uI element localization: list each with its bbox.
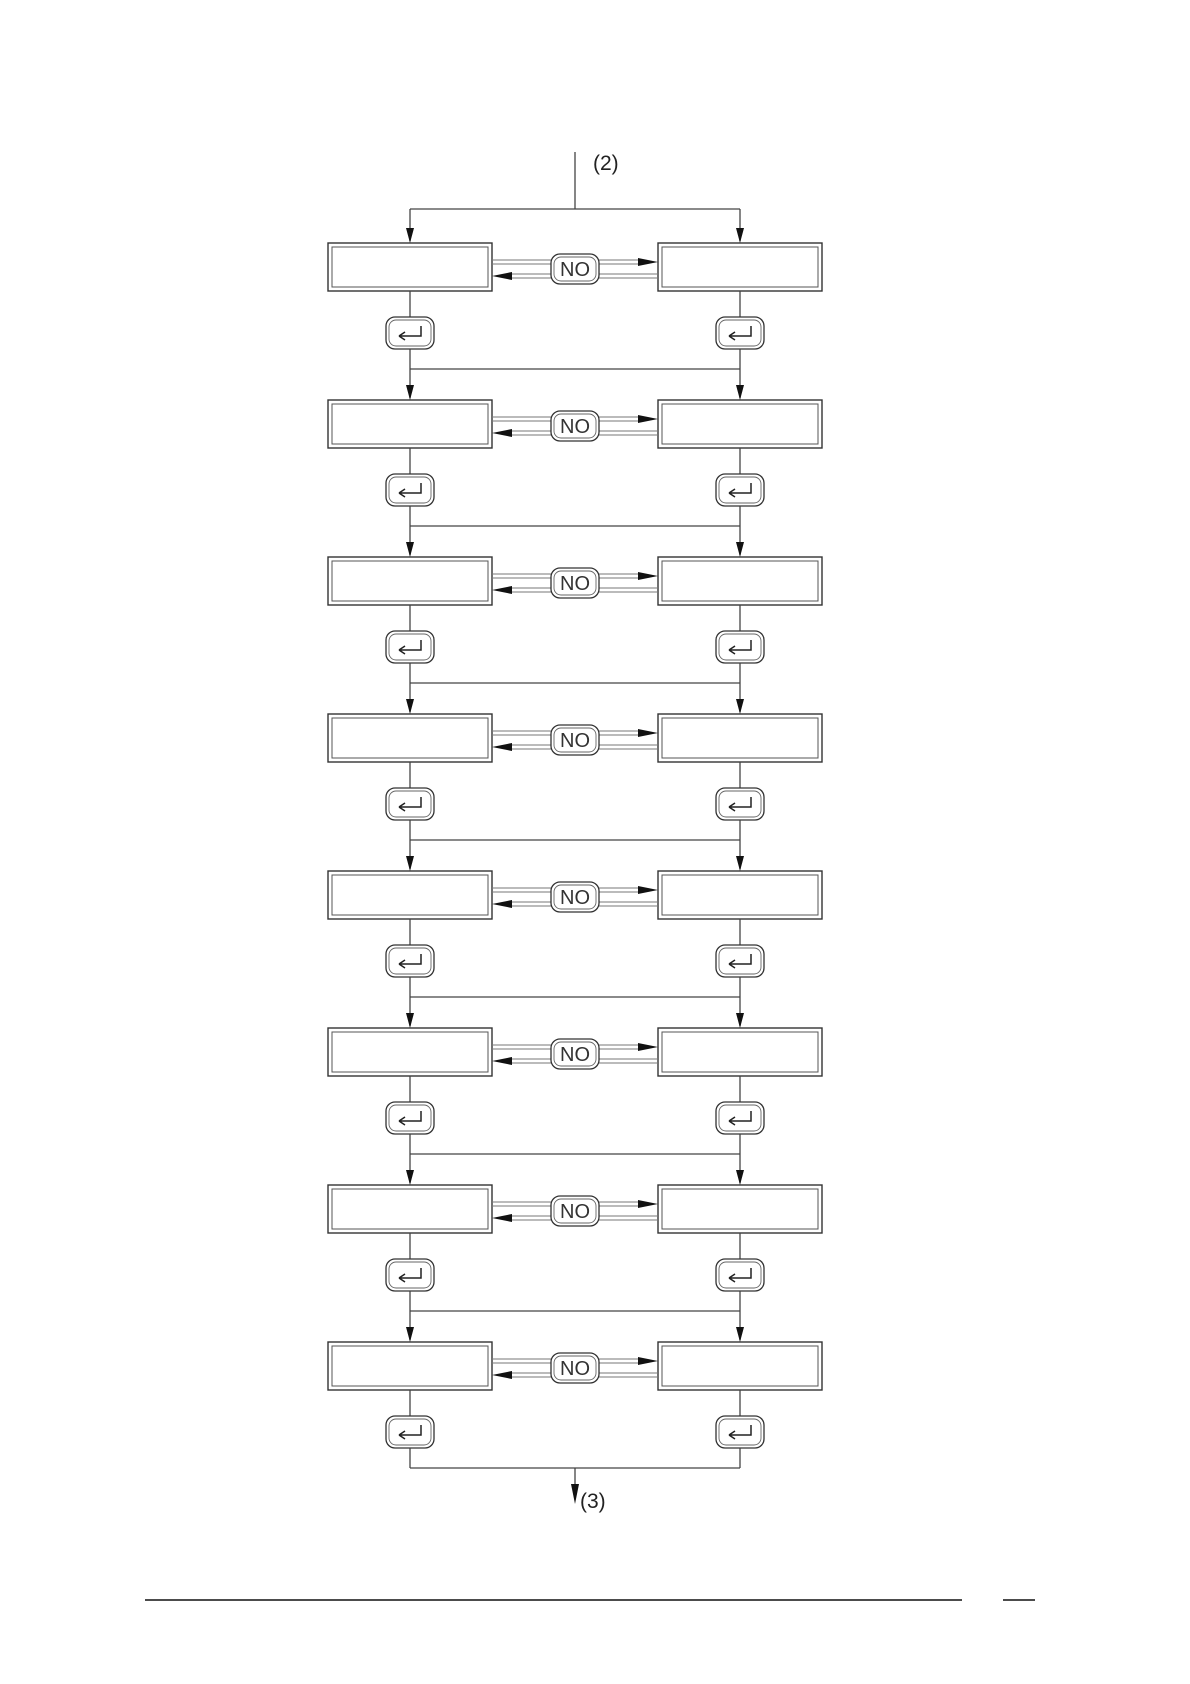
right-display-box	[658, 1028, 822, 1076]
down-arrow	[406, 1170, 414, 1185]
left-enter-key[interactable]	[386, 1102, 434, 1134]
right-display-box	[658, 1185, 822, 1233]
left-arrow	[492, 900, 512, 908]
flow-row	[328, 840, 822, 997]
enter-key-body[interactable]	[386, 1259, 434, 1291]
left-enter-key[interactable]	[386, 474, 434, 506]
no-key-label: NO	[560, 1201, 590, 1223]
enter-key-body[interactable]	[386, 631, 434, 663]
flow-row	[328, 997, 822, 1154]
right-arrow	[638, 729, 658, 737]
enter-key-body[interactable]	[386, 474, 434, 506]
left-display-box	[328, 1342, 492, 1390]
exit-arrow	[571, 1484, 579, 1504]
right-enter-key[interactable]	[716, 1102, 764, 1134]
right-arrow	[638, 886, 658, 894]
left-enter-key[interactable]	[386, 317, 434, 349]
down-arrow	[406, 699, 414, 714]
no-key-label: NO	[560, 1044, 590, 1066]
enter-key-body[interactable]	[386, 1102, 434, 1134]
right-arrow	[638, 1200, 658, 1208]
enter-key-body[interactable]	[386, 945, 434, 977]
flow-row	[328, 1311, 822, 1468]
right-enter-key[interactable]	[716, 1416, 764, 1448]
down-arrow	[736, 385, 744, 400]
enter-key-body[interactable]	[716, 945, 764, 977]
connector-out-label: (3)	[580, 1490, 606, 1513]
flow-row	[328, 683, 822, 840]
no-key-label: NO	[560, 259, 590, 281]
left-enter-key[interactable]	[386, 1259, 434, 1291]
right-display-box	[658, 243, 822, 291]
enter-key-body[interactable]	[716, 631, 764, 663]
left-arrow	[492, 1057, 512, 1065]
right-display-box	[658, 400, 822, 448]
left-arrow	[492, 743, 512, 751]
right-arrow	[638, 415, 658, 423]
right-arrow	[638, 258, 658, 266]
right-display-box	[658, 1342, 822, 1390]
left-enter-key[interactable]	[386, 788, 434, 820]
left-enter-key[interactable]	[386, 631, 434, 663]
down-arrow	[406, 1327, 414, 1342]
flow-row	[328, 1154, 822, 1311]
right-arrow	[638, 1357, 658, 1365]
enter-key-body[interactable]	[386, 317, 434, 349]
down-arrow	[736, 1170, 744, 1185]
down-arrow	[736, 1327, 744, 1342]
left-arrow	[492, 586, 512, 594]
enter-key-body[interactable]	[716, 1259, 764, 1291]
down-arrow	[736, 228, 744, 243]
down-arrow	[736, 856, 744, 871]
enter-key-body[interactable]	[716, 317, 764, 349]
connector-in-label: (2)	[593, 152, 619, 175]
left-arrow	[492, 272, 512, 280]
down-arrow	[406, 1013, 414, 1028]
left-display-box	[328, 400, 492, 448]
no-key-label: NO	[560, 1358, 590, 1380]
no-key-label: NO	[560, 416, 590, 438]
enter-key-body[interactable]	[716, 788, 764, 820]
down-arrow	[736, 699, 744, 714]
down-arrow	[406, 856, 414, 871]
down-arrow	[736, 1013, 744, 1028]
no-key-label: NO	[560, 887, 590, 909]
right-enter-key[interactable]	[716, 1259, 764, 1291]
left-display-box	[328, 1185, 492, 1233]
right-enter-key[interactable]	[716, 945, 764, 977]
enter-key-body[interactable]	[386, 788, 434, 820]
enter-key-body[interactable]	[716, 1416, 764, 1448]
right-enter-key[interactable]	[716, 788, 764, 820]
left-arrow	[492, 1371, 512, 1379]
left-arrow	[492, 1214, 512, 1222]
down-arrow	[406, 228, 414, 243]
flow-row	[328, 526, 822, 683]
flow-row	[328, 209, 822, 369]
left-arrow	[492, 429, 512, 437]
right-enter-key[interactable]	[716, 317, 764, 349]
left-display-box	[328, 1028, 492, 1076]
left-display-box	[328, 871, 492, 919]
right-arrow	[638, 572, 658, 580]
left-display-box	[328, 557, 492, 605]
left-enter-key[interactable]	[386, 1416, 434, 1448]
down-arrow	[406, 385, 414, 400]
enter-key-body[interactable]	[716, 474, 764, 506]
left-display-box	[328, 714, 492, 762]
right-arrow	[638, 1043, 658, 1051]
down-arrow	[406, 542, 414, 557]
right-enter-key[interactable]	[716, 474, 764, 506]
left-display-box	[328, 243, 492, 291]
enter-key-body[interactable]	[716, 1102, 764, 1134]
flow-row	[328, 369, 822, 526]
left-enter-key[interactable]	[386, 945, 434, 977]
right-display-box	[658, 557, 822, 605]
right-enter-key[interactable]	[716, 631, 764, 663]
enter-key-body[interactable]	[386, 1416, 434, 1448]
right-display-box	[658, 714, 822, 762]
no-key-label: NO	[560, 573, 590, 595]
right-display-box	[658, 871, 822, 919]
no-key-label: NO	[560, 730, 590, 752]
down-arrow	[736, 542, 744, 557]
